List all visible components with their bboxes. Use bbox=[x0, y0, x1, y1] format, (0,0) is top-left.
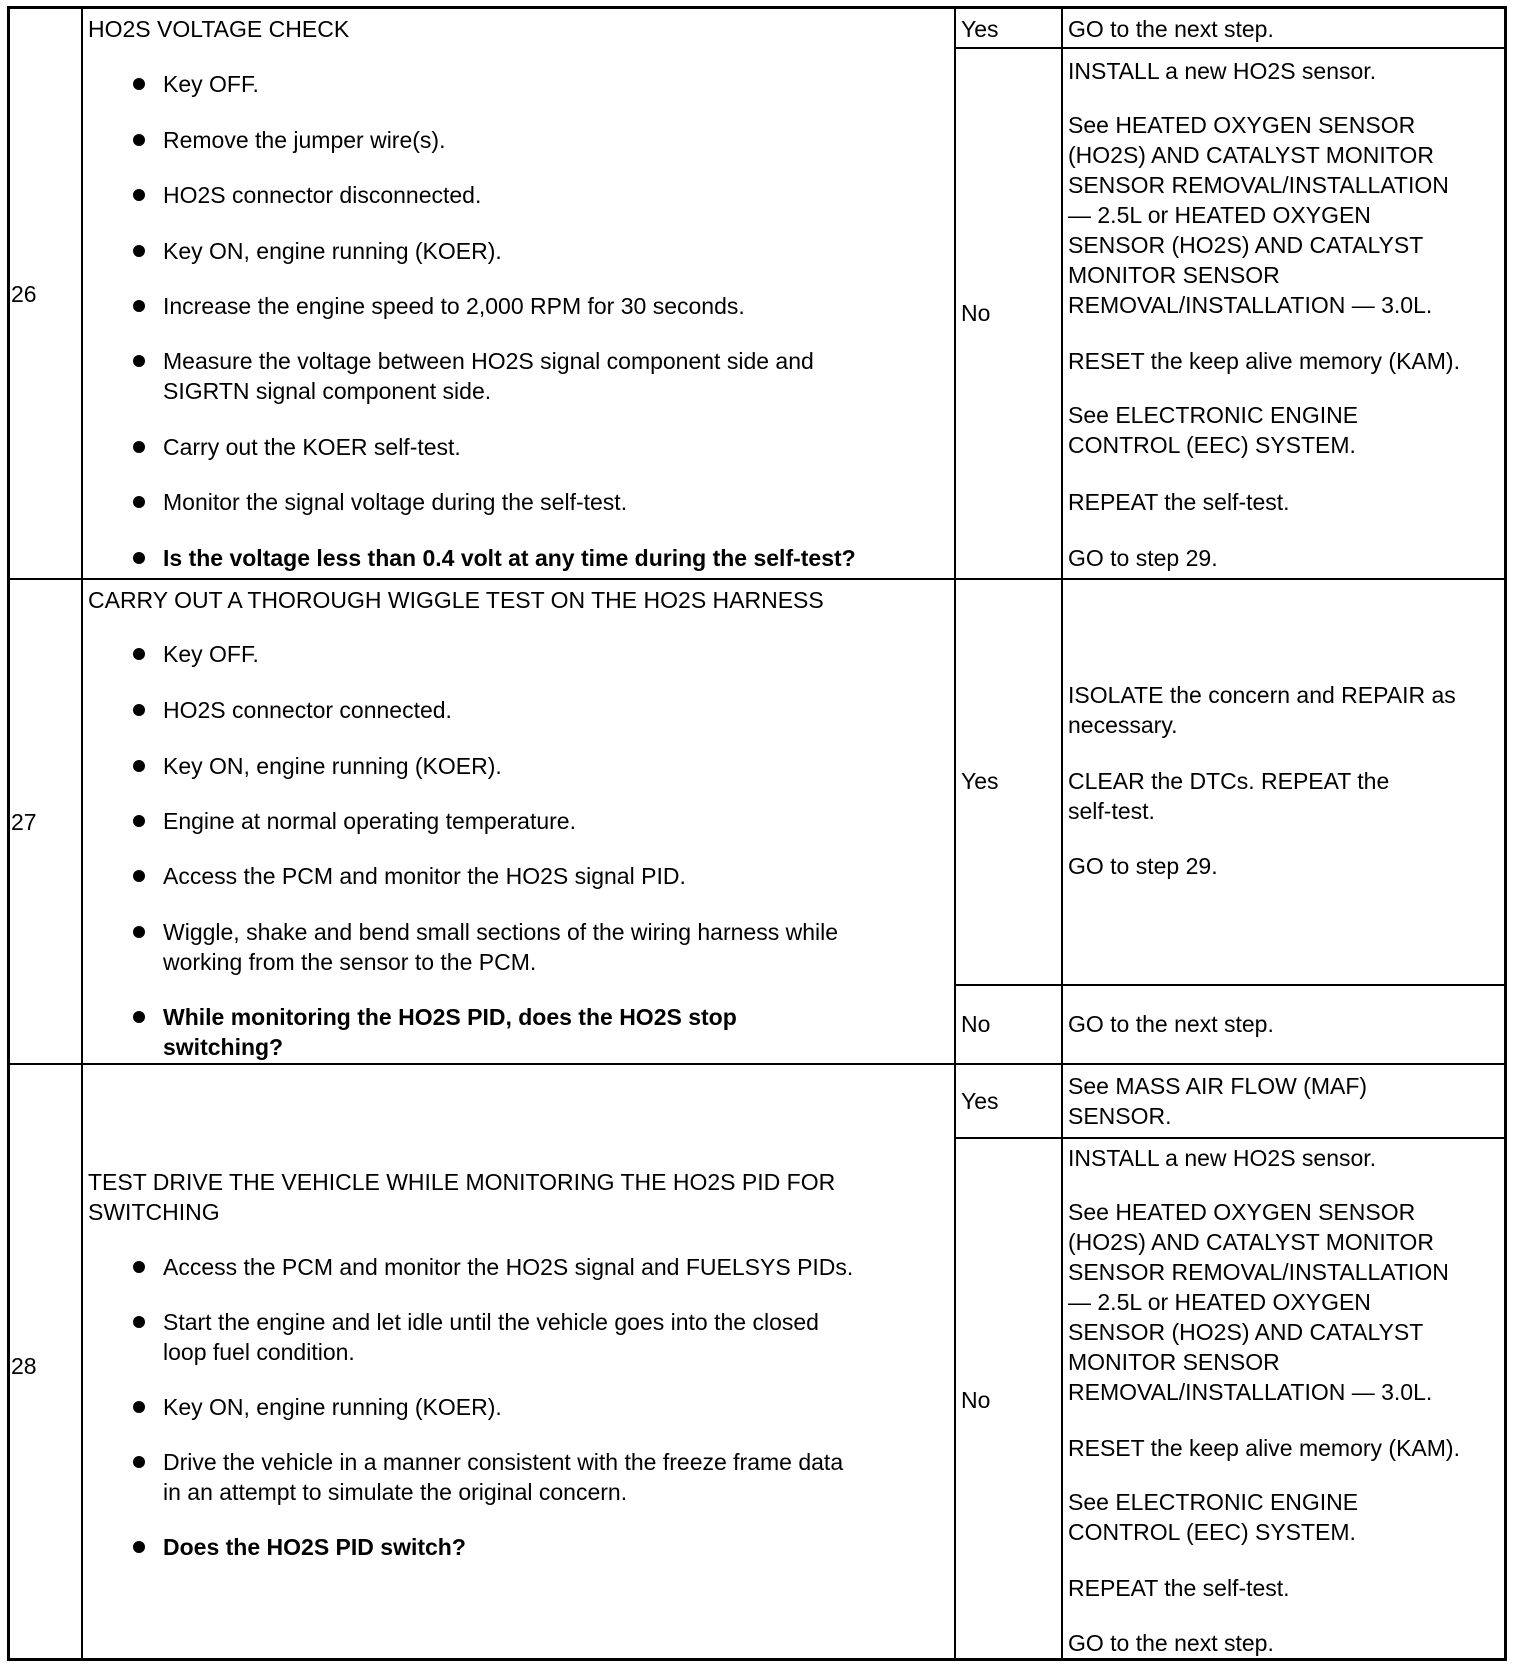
row-divider bbox=[7, 578, 1507, 580]
action-item: Engine at normal operating temperature. bbox=[163, 808, 576, 834]
no-action-line: (HO2S) AND CATALYST MONITOR bbox=[1068, 142, 1434, 168]
action-item-continued: loop fuel condition. bbox=[163, 1339, 355, 1365]
action-item: Key ON, engine running (KOER). bbox=[163, 753, 502, 779]
bullet-icon bbox=[133, 1316, 145, 1328]
action-item: Key OFF. bbox=[163, 71, 259, 97]
no-action-line: SENSOR REMOVAL/INSTALLATION bbox=[1068, 172, 1449, 198]
no-action-line: REPEAT the self-test. bbox=[1068, 1575, 1290, 1601]
yes-action-line: self-test. bbox=[1068, 798, 1155, 824]
column-divider bbox=[81, 6, 83, 1661]
action-item: Key OFF. bbox=[163, 641, 259, 667]
no-action-line: See HEATED OXYGEN SENSOR bbox=[1068, 112, 1416, 138]
step-title: HO2S VOLTAGE CHECK bbox=[88, 16, 350, 42]
action-item: Monitor the signal voltage during the self-test. bbox=[163, 489, 628, 515]
yes-action-line: CLEAR the DTCs. REPEAT the bbox=[1068, 768, 1390, 794]
bullet-icon bbox=[133, 300, 145, 312]
step-question-continued: switching? bbox=[163, 1034, 284, 1060]
no-action-line: See ELECTRONIC ENGINE bbox=[1068, 402, 1359, 428]
yes-label: Yes bbox=[961, 1088, 999, 1114]
action-item: HO2S connector connected. bbox=[163, 697, 452, 723]
bullet-icon bbox=[133, 355, 145, 367]
step-question: While monitoring the HO2S PID, does the HO2S stop bbox=[163, 1004, 737, 1030]
action-item: Remove the jumper wire(s). bbox=[163, 127, 446, 153]
column-divider bbox=[954, 6, 956, 1661]
bullet-icon bbox=[133, 926, 145, 938]
no-action-line: REPEAT the self-test. bbox=[1068, 489, 1290, 515]
no-action-line: CONTROL (EEC) SYSTEM. bbox=[1068, 1519, 1356, 1545]
no-action-line: GO to step 29. bbox=[1068, 545, 1218, 571]
bullet-icon bbox=[133, 815, 145, 827]
no-action-line: — 2.5L or HEATED OXYGEN bbox=[1068, 202, 1371, 228]
no-action-line: See ELECTRONIC ENGINE bbox=[1068, 1489, 1359, 1515]
no-action-line: SENSOR REMOVAL/INSTALLATION bbox=[1068, 1259, 1449, 1285]
result-divider bbox=[954, 47, 1507, 49]
bullet-icon bbox=[133, 496, 145, 508]
no-action-line: RESET the keep alive memory (KAM). bbox=[1068, 348, 1460, 374]
no-action-line: See HEATED OXYGEN SENSOR bbox=[1068, 1199, 1416, 1225]
bullet-icon bbox=[133, 1401, 145, 1413]
no-action-line: INSTALL a new HO2S sensor. bbox=[1068, 1145, 1377, 1171]
bullet-icon bbox=[133, 441, 145, 453]
step-question: Does the HO2S PID switch? bbox=[163, 1534, 466, 1560]
bullet-icon bbox=[133, 870, 145, 882]
action-item: Increase the engine speed to 2,000 RPM for 30 seconds. bbox=[163, 293, 745, 319]
no-label: No bbox=[961, 1011, 991, 1037]
action-item: Carry out the KOER self-test. bbox=[163, 434, 461, 460]
bullet-icon bbox=[133, 245, 145, 257]
bullet-icon bbox=[133, 648, 145, 660]
no-action-line: INSTALL a new HO2S sensor. bbox=[1068, 58, 1377, 84]
no-action-line: (HO2S) AND CATALYST MONITOR bbox=[1068, 1229, 1434, 1255]
action-item: Measure the voltage between HO2S signal component side and bbox=[163, 348, 814, 374]
step-number: 26 bbox=[11, 281, 37, 307]
step-question: Is the voltage less than 0.4 volt at any time during the self-test? bbox=[163, 545, 856, 571]
column-divider bbox=[1061, 6, 1063, 1661]
action-item: Access the PCM and monitor the HO2S signal PID. bbox=[163, 863, 686, 889]
bullet-icon bbox=[133, 189, 145, 201]
no-action: GO to the next step. bbox=[1068, 1011, 1274, 1037]
no-action-line: REMOVAL/INSTALLATION — 3.0L. bbox=[1068, 292, 1433, 318]
result-divider bbox=[954, 984, 1507, 986]
no-action-line: REMOVAL/INSTALLATION — 3.0L. bbox=[1068, 1379, 1433, 1405]
bullet-icon bbox=[133, 552, 145, 564]
step-title-continued: SWITCHING bbox=[88, 1199, 220, 1225]
result-divider bbox=[954, 1137, 1507, 1139]
action-item: Key ON, engine running (KOER). bbox=[163, 1394, 502, 1420]
yes-action-line: GO to step 29. bbox=[1068, 853, 1218, 879]
action-item: HO2S connector disconnected. bbox=[163, 182, 482, 208]
bullet-icon bbox=[133, 760, 145, 772]
bullet-icon bbox=[133, 1541, 145, 1553]
yes-action-line: necessary. bbox=[1068, 712, 1178, 738]
bullet-icon bbox=[133, 1261, 145, 1273]
yes-label: Yes bbox=[961, 768, 999, 794]
action-item: Key ON, engine running (KOER). bbox=[163, 238, 502, 264]
step-number: 27 bbox=[11, 809, 37, 835]
no-action-line: MONITOR SENSOR bbox=[1068, 1349, 1280, 1375]
yes-label: Yes bbox=[961, 16, 999, 42]
action-item-continued: in an attempt to simulate the original concern. bbox=[163, 1479, 628, 1505]
row-divider bbox=[7, 1063, 1507, 1065]
no-action-line: SENSOR (HO2S) AND CATALYST bbox=[1068, 232, 1424, 258]
action-item: Start the engine and let idle until the vehicle goes into the closed bbox=[163, 1309, 819, 1335]
no-action-line: RESET the keep alive memory (KAM). bbox=[1068, 1435, 1460, 1461]
bullet-icon bbox=[133, 704, 145, 716]
no-label: No bbox=[961, 1387, 991, 1413]
action-item: Wiggle, shake and bend small sections of the wiring harness while bbox=[163, 919, 839, 945]
yes-action-line: ISOLATE the concern and REPAIR as bbox=[1068, 682, 1456, 708]
bullet-icon bbox=[133, 78, 145, 90]
yes-action-line: See MASS AIR FLOW (MAF) bbox=[1068, 1073, 1368, 1099]
yes-action: GO to the next step. bbox=[1068, 16, 1274, 42]
no-action-line: MONITOR SENSOR bbox=[1068, 262, 1280, 288]
no-action-line: CONTROL (EEC) SYSTEM. bbox=[1068, 432, 1356, 458]
no-label: No bbox=[961, 300, 991, 326]
bullet-icon bbox=[133, 1011, 145, 1023]
step-title: CARRY OUT A THOROUGH WIGGLE TEST ON THE HO2S HARNESS bbox=[88, 587, 824, 613]
step-title: TEST DRIVE THE VEHICLE WHILE MONITORING THE HO2S PID FOR bbox=[88, 1169, 836, 1195]
action-item: Drive the vehicle in a manner consistent with the freeze frame data bbox=[163, 1449, 844, 1475]
action-item: Access the PCM and monitor the HO2S signal and FUELSYS PIDs. bbox=[163, 1254, 854, 1280]
action-item-continued: SIGRTN signal component side. bbox=[163, 378, 492, 404]
step-number: 28 bbox=[11, 1353, 37, 1379]
bullet-icon bbox=[133, 134, 145, 146]
action-item-continued: working from the sensor to the PCM. bbox=[163, 949, 537, 975]
yes-action-line: SENSOR. bbox=[1068, 1103, 1172, 1129]
no-action-line: — 2.5L or HEATED OXYGEN bbox=[1068, 1289, 1371, 1315]
no-action-line: GO to the next step. bbox=[1068, 1630, 1274, 1656]
bullet-icon bbox=[133, 1456, 145, 1468]
no-action-line: SENSOR (HO2S) AND CATALYST bbox=[1068, 1319, 1424, 1345]
